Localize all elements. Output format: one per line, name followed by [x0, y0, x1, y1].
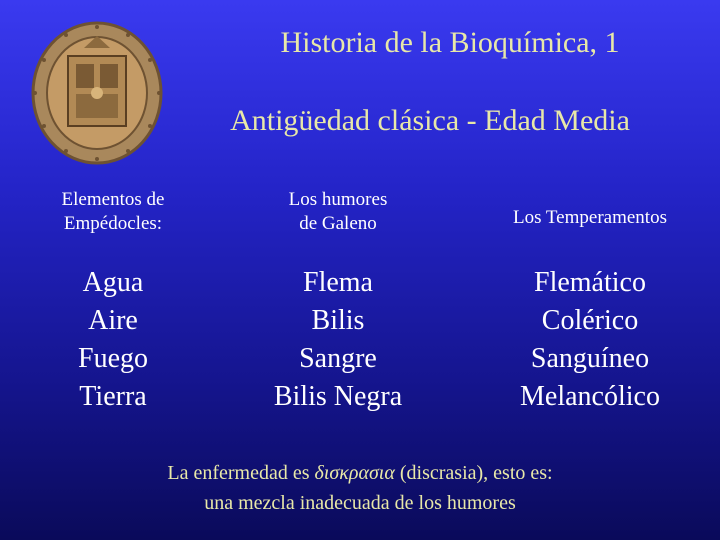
column-heading: Los humores de Galeno — [288, 189, 388, 234]
greek-term: δισκρασια — [314, 462, 395, 484]
footnote-prefix: La enfermedad es — [167, 462, 315, 484]
slide-subtitle: Antigüedad clásica - Edad Media — [230, 104, 630, 137]
footnote — [60, 458, 660, 518]
column-heading: Los Temperamentos — [513, 207, 667, 228]
list-item: Bilis — [311, 305, 365, 336]
list-item: Bilis Negra — [273, 381, 403, 412]
footnote-line-1 — [60, 458, 660, 488]
list-item: Melancólico — [520, 381, 660, 412]
university-seal — [28, 18, 166, 168]
list-item: Flemático — [534, 267, 646, 298]
footnote-line-2: una mezcla inadecuada de los humores — [204, 492, 516, 514]
list-item: Agua — [82, 267, 144, 298]
list-item: Aire — [88, 305, 138, 336]
item-list — [28, 264, 198, 416]
footnote-suffix: (discrasia), esto es: — [394, 462, 553, 484]
item-list — [470, 264, 710, 416]
column-heading: Elementos de Empédocles: — [61, 189, 165, 234]
list-item: Flema — [303, 267, 373, 298]
list-item: Sangre — [299, 343, 377, 374]
list-item: Tierra — [79, 381, 147, 412]
slide-title: Historia de la Bioquímica, 1 — [280, 26, 620, 59]
list-item: Colérico — [541, 305, 639, 336]
list-item: Fuego — [78, 343, 148, 374]
list-item: Sanguíneo — [530, 343, 650, 374]
item-list — [248, 264, 428, 416]
